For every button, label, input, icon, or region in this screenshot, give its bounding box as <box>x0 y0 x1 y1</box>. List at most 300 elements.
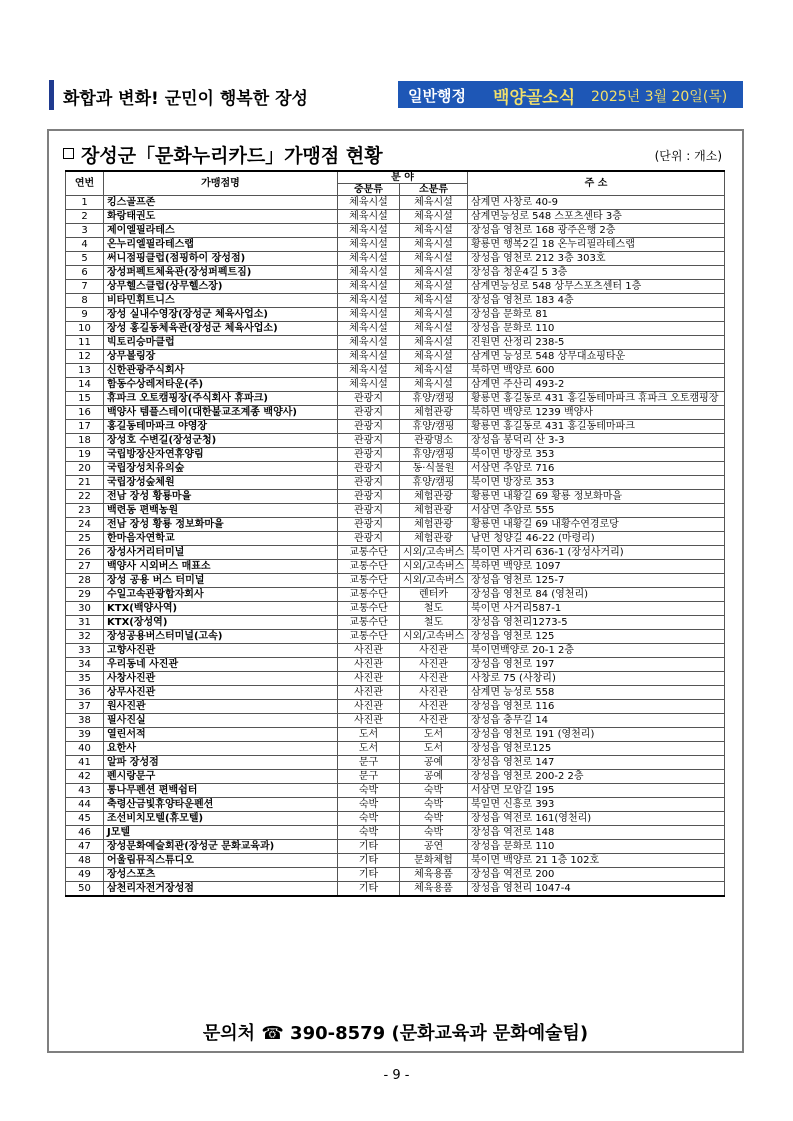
cell-no: 27 <box>66 560 104 574</box>
cell-no: 29 <box>66 588 104 602</box>
phone-icon: ☎ <box>261 1023 284 1044</box>
cell-name: 삼천리자전거장성점 <box>104 882 338 897</box>
cell-address: 장성읍 역전로 161(영천리) <box>468 812 725 826</box>
cell-name: 써니점핑클럽(점핑하이 장성점) <box>104 252 338 266</box>
table-row <box>66 434 725 448</box>
cell-no: 23 <box>66 504 104 518</box>
table-row <box>66 770 725 784</box>
cell-minor: 문화체험 <box>400 854 468 868</box>
cell-minor: 시외/고속버스 <box>400 546 468 560</box>
cell-name: 온누리엘필라테스랩 <box>104 238 338 252</box>
cell-name: 축령산금빛휴양타운펜션 <box>104 798 338 812</box>
header-newsletter-title: 백양골소식 <box>493 88 576 108</box>
table-row <box>66 280 725 294</box>
cell-name: 국립방장산자연휴양림 <box>104 448 338 462</box>
cell-no: 46 <box>66 826 104 840</box>
table-row <box>66 406 725 420</box>
cell-major: 관광지 <box>338 490 400 504</box>
cell-address: 북하면 백양로 600 <box>468 364 725 378</box>
cell-name: 빅토리승마클럽 <box>104 336 338 350</box>
table-row <box>66 336 725 350</box>
cell-major: 교통수단 <box>338 588 400 602</box>
table-row <box>66 504 725 518</box>
cell-no: 12 <box>66 350 104 364</box>
cell-name: KTX(백양사역) <box>104 602 338 616</box>
table-row <box>66 322 725 336</box>
cell-major: 교통수단 <box>338 560 400 574</box>
cell-name: KTX(장성역) <box>104 616 338 630</box>
cell-minor: 관광명소 <box>400 434 468 448</box>
cell-address: 북이면 방장로 353 <box>468 476 725 490</box>
cell-minor: 도서 <box>400 728 468 742</box>
table-row <box>66 868 725 882</box>
cell-minor: 휴양/캠핑 <box>400 476 468 490</box>
cell-address: 진원면 산정리 238-5 <box>468 336 725 350</box>
cell-major: 체육시설 <box>338 252 400 266</box>
cell-major: 교통수단 <box>338 546 400 560</box>
cell-name: 통나무펜션 편백쉼터 <box>104 784 338 798</box>
contact-label: 문의처 <box>202 1023 256 1044</box>
cell-address: 장성읍 충무길 14 <box>468 714 725 728</box>
table-row <box>66 882 725 897</box>
cell-minor: 숙박 <box>400 812 468 826</box>
cell-address: 북일면 신흥로 393 <box>468 798 725 812</box>
cell-major: 관광지 <box>338 504 400 518</box>
cell-major: 사진관 <box>338 714 400 728</box>
table-row <box>66 266 725 280</box>
cell-name: 어울림뮤직스튜디오 <box>104 854 338 868</box>
cell-name: 전남 장성 황룡마을 <box>104 490 338 504</box>
cell-name: 백양사 템플스테이(대한불교조계종 백양사) <box>104 406 338 420</box>
header-accent-bar <box>49 80 54 110</box>
header-date: 2025년 3월 20일(목) <box>591 89 728 105</box>
cell-name: 상무볼링장 <box>104 350 338 364</box>
cell-no: 43 <box>66 784 104 798</box>
cell-minor: 시외/고속버스 <box>400 574 468 588</box>
cell-minor: 체육시설 <box>400 280 468 294</box>
cell-address: 황룡면 내황길 69 황룡 정보화마을 <box>468 490 725 504</box>
cell-address: 남면 청양길 46-22 (마령리) <box>468 532 725 546</box>
cell-major: 관광지 <box>338 392 400 406</box>
cell-no: 8 <box>66 294 104 308</box>
table-row <box>66 476 725 490</box>
col-header-name: 가맹점명 <box>104 171 338 196</box>
cell-no: 18 <box>66 434 104 448</box>
table-row <box>66 840 725 854</box>
cell-major: 기타 <box>338 868 400 882</box>
cell-minor: 숙박 <box>400 798 468 812</box>
cell-minor: 체육시설 <box>400 378 468 392</box>
cell-minor: 사진관 <box>400 672 468 686</box>
cell-minor: 시외/고속버스 <box>400 630 468 644</box>
cell-name: 열린서적 <box>104 728 338 742</box>
cell-minor: 숙박 <box>400 826 468 840</box>
cell-name: 상무사진관 <box>104 686 338 700</box>
cell-major: 체육시설 <box>338 350 400 364</box>
cell-name: 화랑태권도 <box>104 210 338 224</box>
cell-name: 원사진관 <box>104 700 338 714</box>
cell-minor: 사진관 <box>400 686 468 700</box>
cell-name: 알파 장성점 <box>104 756 338 770</box>
table-row <box>66 420 725 434</box>
table-row <box>66 196 725 210</box>
table-row <box>66 350 725 364</box>
cell-name: 장성공용버스터미널(고속) <box>104 630 338 644</box>
cell-address: 북하면 백양로 1097 <box>468 560 725 574</box>
cell-no: 16 <box>66 406 104 420</box>
cell-major: 교통수단 <box>338 602 400 616</box>
cell-major: 관광지 <box>338 532 400 546</box>
contact-info <box>49 1019 742 1045</box>
cell-no: 15 <box>66 392 104 406</box>
cell-minor: 공예 <box>400 756 468 770</box>
cell-minor: 사진관 <box>400 714 468 728</box>
cell-no: 48 <box>66 854 104 868</box>
cell-minor: 체험관광 <box>400 518 468 532</box>
table-row <box>66 756 725 770</box>
cell-name: 장성퍼펙트체육관(장성퍼펙트짐) <box>104 266 338 280</box>
cell-minor: 체육시설 <box>400 350 468 364</box>
table-row <box>66 588 725 602</box>
cell-address: 장성읍 청운4길 5 3층 <box>468 266 725 280</box>
table-row <box>66 728 725 742</box>
cell-name: 휴파크 오토캠핑장(주식회사 휴파크) <box>104 392 338 406</box>
cell-address: 장성읍 봉덕리 산 3-3 <box>468 434 725 448</box>
cell-no: 9 <box>66 308 104 322</box>
cell-no: 32 <box>66 630 104 644</box>
cell-address: 황룡면 내황길 69 내황수연경로당 <box>468 518 725 532</box>
cell-major: 도서 <box>338 742 400 756</box>
cell-minor: 체육시설 <box>400 196 468 210</box>
cell-address: 북하면 백양로 1239 백양사 <box>468 406 725 420</box>
cell-address: 삼계면능성로 548 상무스포츠센터 1층 <box>468 280 725 294</box>
cell-major: 관광지 <box>338 420 400 434</box>
cell-no: 5 <box>66 252 104 266</box>
cell-no: 31 <box>66 616 104 630</box>
table-row <box>66 742 725 756</box>
cell-minor: 체육시설 <box>400 294 468 308</box>
cell-name: 신한관광주식회사 <box>104 364 338 378</box>
cell-minor: 체육시설 <box>400 210 468 224</box>
cell-address: 장성읍 영천로 183 4층 <box>468 294 725 308</box>
cell-address: 장성읍 영천로 84 (영천리) <box>468 588 725 602</box>
cell-minor: 체육시설 <box>400 266 468 280</box>
cell-major: 체육시설 <box>338 238 400 252</box>
cell-no: 41 <box>66 756 104 770</box>
cell-no: 11 <box>66 336 104 350</box>
cell-major: 관광지 <box>338 448 400 462</box>
cell-address: 북이면 사거리 636-1 (장성사거리) <box>468 546 725 560</box>
cell-major: 체육시설 <box>338 364 400 378</box>
cell-no: 26 <box>66 546 104 560</box>
cell-name: 장성 공용 버스 터미널 <box>104 574 338 588</box>
cell-major: 체육시설 <box>338 308 400 322</box>
table-row <box>66 392 725 406</box>
table-row <box>66 854 725 868</box>
cell-no: 30 <box>66 602 104 616</box>
cell-no: 6 <box>66 266 104 280</box>
table-row <box>66 602 725 616</box>
cell-major: 문구 <box>338 756 400 770</box>
cell-minor: 체육시설 <box>400 364 468 378</box>
cell-name: 제이엘필라테스 <box>104 224 338 238</box>
cell-minor: 사진관 <box>400 658 468 672</box>
cell-name: 우리동네 사진관 <box>104 658 338 672</box>
table-row <box>66 518 725 532</box>
cell-minor: 체험관광 <box>400 490 468 504</box>
table-row <box>66 826 725 840</box>
cell-minor: 체육시설 <box>400 224 468 238</box>
table-row <box>66 308 725 322</box>
cell-minor: 체육시설 <box>400 322 468 336</box>
cell-address: 북이면 백양로 21 1층 102호 <box>468 854 725 868</box>
cell-major: 기타 <box>338 854 400 868</box>
cell-address: 황룡면 홍길동로 431 홍길동테마파크 휴파크 오토캠핑장 <box>468 392 725 406</box>
cell-major: 사진관 <box>338 644 400 658</box>
cell-no: 45 <box>66 812 104 826</box>
cell-major: 관광지 <box>338 406 400 420</box>
table-body <box>66 196 725 897</box>
cell-name: 사창사진관 <box>104 672 338 686</box>
cell-no: 3 <box>66 224 104 238</box>
cell-address: 장성읍 영천로 200-2 2층 <box>468 770 725 784</box>
table-row <box>66 798 725 812</box>
cell-address: 삼계면능성로 548 스포츠센타 3층 <box>468 210 725 224</box>
cell-major: 체육시설 <box>338 210 400 224</box>
cell-minor: 체육시설 <box>400 336 468 350</box>
cell-address: 삼계면 사창로 40-9 <box>468 196 725 210</box>
cell-address: 장성읍 영천로 125-7 <box>468 574 725 588</box>
merchant-table <box>65 170 725 897</box>
cell-no: 24 <box>66 518 104 532</box>
cell-address: 장성읍 영천로 212 3층 303호 <box>468 252 725 266</box>
cell-minor: 체험관광 <box>400 532 468 546</box>
cell-minor: 체험관광 <box>400 504 468 518</box>
cell-no: 19 <box>66 448 104 462</box>
cell-name: 고향사진관 <box>104 644 338 658</box>
cell-minor: 공연 <box>400 840 468 854</box>
cell-no: 17 <box>66 420 104 434</box>
table-row <box>66 490 725 504</box>
cell-major: 관광지 <box>338 476 400 490</box>
cell-minor: 숙박 <box>400 784 468 798</box>
table-row <box>66 364 725 378</box>
cell-address: 장성읍 영천로125 <box>468 742 725 756</box>
cell-no: 28 <box>66 574 104 588</box>
table-row <box>66 532 725 546</box>
cell-minor: 동·식물원 <box>400 462 468 476</box>
cell-major: 관광지 <box>338 518 400 532</box>
cell-no: 13 <box>66 364 104 378</box>
cell-minor: 시외/고속버스 <box>400 560 468 574</box>
cell-major: 도서 <box>338 728 400 742</box>
cell-minor: 휴양/캠핑 <box>400 392 468 406</box>
cell-minor: 사진관 <box>400 644 468 658</box>
cell-no: 37 <box>66 700 104 714</box>
cell-major: 체육시설 <box>338 280 400 294</box>
cell-address: 장성읍 영천로 197 <box>468 658 725 672</box>
cell-name: 국립장성치유의숲 <box>104 462 338 476</box>
cell-no: 47 <box>66 840 104 854</box>
cell-major: 관광지 <box>338 462 400 476</box>
table-row <box>66 616 725 630</box>
cell-no: 25 <box>66 532 104 546</box>
cell-address: 장성읍 영천로 191 (영천리) <box>468 728 725 742</box>
cell-address: 장성읍 역전로 148 <box>468 826 725 840</box>
header-department: 일반행정 <box>408 87 466 105</box>
section-title-row <box>49 141 742 167</box>
cell-no: 14 <box>66 378 104 392</box>
cell-name: 킹스골프존 <box>104 196 338 210</box>
cell-no: 35 <box>66 672 104 686</box>
cell-minor: 체육시설 <box>400 238 468 252</box>
cell-name: 펜시랑문구 <box>104 770 338 784</box>
cell-major: 체육시설 <box>338 224 400 238</box>
cell-address: 장성읍 영천로 168 광주은행 2층 <box>468 224 725 238</box>
cell-major: 숙박 <box>338 798 400 812</box>
table-header-row <box>66 171 725 184</box>
cell-no: 1 <box>66 196 104 210</box>
cell-address: 서삼면 추암로 716 <box>468 462 725 476</box>
cell-major: 체육시설 <box>338 196 400 210</box>
table-row <box>66 700 725 714</box>
cell-major: 사진관 <box>338 672 400 686</box>
cell-address: 장성읍 영천리 1047-4 <box>468 882 725 897</box>
cell-no: 38 <box>66 714 104 728</box>
cell-no: 7 <box>66 280 104 294</box>
content-frame <box>47 129 744 1053</box>
cell-address: 장성읍 문화로 110 <box>468 840 725 854</box>
cell-minor: 철도 <box>400 602 468 616</box>
cell-name: 수일고속관광합자회사 <box>104 588 338 602</box>
table-row <box>66 784 725 798</box>
cell-name: 전남 장성 황룡 정보화마을 <box>104 518 338 532</box>
cell-address: 장성읍 영천로 125 <box>468 630 725 644</box>
cell-minor: 체육시설 <box>400 252 468 266</box>
table-row <box>66 210 725 224</box>
cell-major: 사진관 <box>338 700 400 714</box>
cell-no: 20 <box>66 462 104 476</box>
table-row <box>66 224 725 238</box>
cell-address: 장성읍 영천리1273-5 <box>468 616 725 630</box>
section-title: 장성군「문화누리카드」가맹점 현황 <box>81 145 383 167</box>
cell-major: 관광지 <box>338 434 400 448</box>
cell-no: 2 <box>66 210 104 224</box>
cell-major: 교통수단 <box>338 616 400 630</box>
table-row <box>66 546 725 560</box>
cell-no: 42 <box>66 770 104 784</box>
cell-major: 체육시설 <box>338 336 400 350</box>
cell-no: 34 <box>66 658 104 672</box>
cell-minor: 렌터카 <box>400 588 468 602</box>
header-slogan: 화합과 변화! 군민이 행복한 장성 <box>63 89 308 109</box>
cell-no: 50 <box>66 882 104 897</box>
cell-major: 체육시설 <box>338 378 400 392</box>
cell-no: 22 <box>66 490 104 504</box>
cell-name: 장성사거리터미널 <box>104 546 338 560</box>
col-header-address: 주 소 <box>468 171 725 196</box>
table-row <box>66 644 725 658</box>
contact-department: (문화교육과 문화예술팀) <box>391 1023 589 1044</box>
cell-name: 조선비치모텔(휴모텔) <box>104 812 338 826</box>
table-row <box>66 252 725 266</box>
cell-major: 체육시설 <box>338 294 400 308</box>
cell-major: 사진관 <box>338 686 400 700</box>
cell-name: 상무헬스클럽(상무헬스장) <box>104 280 338 294</box>
cell-address: 삼계면 능성로 558 <box>468 686 725 700</box>
col-header-major: 중분류 <box>338 184 400 196</box>
cell-address: 장성읍 역전로 200 <box>468 868 725 882</box>
cell-major: 문구 <box>338 770 400 784</box>
col-header-minor: 소분류 <box>400 184 468 196</box>
cell-address: 장성읍 문화로 81 <box>468 308 725 322</box>
cell-major: 숙박 <box>338 826 400 840</box>
table-row <box>66 462 725 476</box>
table-row <box>66 672 725 686</box>
cell-name: 장성호 수변길(장성군청) <box>104 434 338 448</box>
cell-name: J모텔 <box>104 826 338 840</box>
cell-name: 장성 홍길동체육관(장성군 체육사업소) <box>104 322 338 336</box>
cell-no: 33 <box>66 644 104 658</box>
cell-address: 장성읍 영천로 116 <box>468 700 725 714</box>
cell-address: 북이면백양로 20-1 2층 <box>468 644 725 658</box>
table-row <box>66 630 725 644</box>
table-row <box>66 378 725 392</box>
cell-minor: 철도 <box>400 616 468 630</box>
cell-minor: 체육용품 <box>400 882 468 897</box>
cell-no: 4 <box>66 238 104 252</box>
cell-address: 북이면 사거리587-1 <box>468 602 725 616</box>
cell-minor: 체험관광 <box>400 406 468 420</box>
cell-name: 백양사 시외버스 매표소 <box>104 560 338 574</box>
cell-address: 장성읍 문화로 110 <box>468 322 725 336</box>
cell-name: 장성 실내수영장(장성군 체육사업소) <box>104 308 338 322</box>
table-row <box>66 238 725 252</box>
cell-minor: 휴양/캠핑 <box>400 448 468 462</box>
cell-name: 홍길동테마파크 야영장 <box>104 420 338 434</box>
cell-no: 40 <box>66 742 104 756</box>
cell-major: 숙박 <box>338 784 400 798</box>
cell-name: 백련동 편백농원 <box>104 504 338 518</box>
cell-minor: 체육시설 <box>400 308 468 322</box>
unit-label: (단위 : 개소) <box>654 149 722 163</box>
cell-address: 서삼면 추암로 555 <box>468 504 725 518</box>
contact-phone: 390-8579 <box>290 1023 386 1044</box>
table-row <box>66 686 725 700</box>
cell-address: 북이면 방장로 353 <box>468 448 725 462</box>
cell-address: 황룡면 행복2길 18 온누리필라테스랩 <box>468 238 725 252</box>
cell-major: 기타 <box>338 882 400 897</box>
cell-address: 황룡면 홍길동로 431 홍길동테마파크 <box>468 420 725 434</box>
cell-major: 체육시설 <box>338 322 400 336</box>
table-row <box>66 560 725 574</box>
cell-address: 삼계면 능성로 548 상무대쇼핑타운 <box>468 350 725 364</box>
page-header <box>0 0 793 130</box>
cell-name: 비타민휘트니스 <box>104 294 338 308</box>
cell-major: 사진관 <box>338 658 400 672</box>
table-row <box>66 714 725 728</box>
cell-no: 49 <box>66 868 104 882</box>
table-row <box>66 294 725 308</box>
cell-name: 장성스포츠 <box>104 868 338 882</box>
cell-no: 39 <box>66 728 104 742</box>
cell-major: 교통수단 <box>338 574 400 588</box>
cell-major: 숙박 <box>338 812 400 826</box>
table-row <box>66 448 725 462</box>
cell-no: 44 <box>66 798 104 812</box>
cell-name: 장성문화예술회관(장성군 문화교육과) <box>104 840 338 854</box>
table-row <box>66 658 725 672</box>
